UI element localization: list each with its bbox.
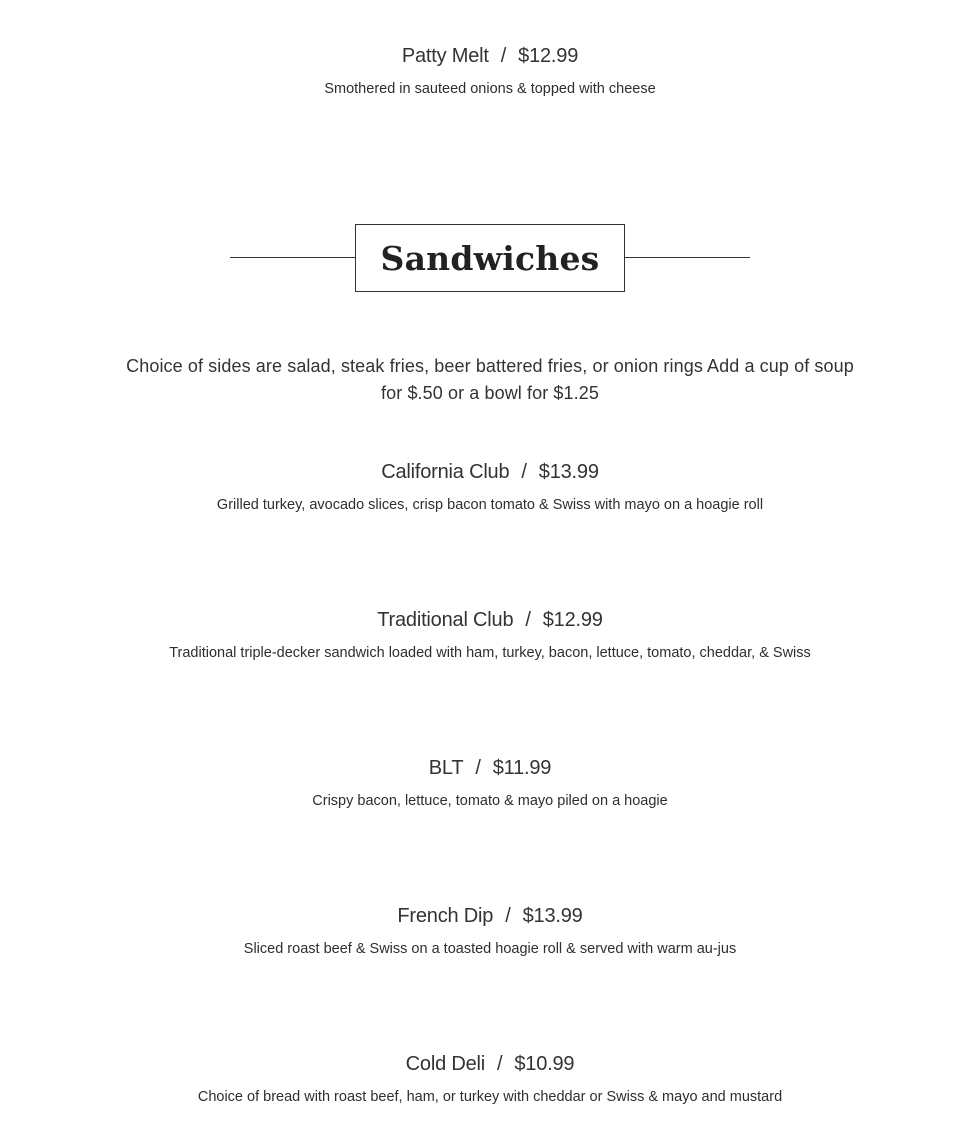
menu-item-description: Crispy bacon, lettuce, tomato & mayo piled on a hoagie (312, 793, 668, 809)
menu-item-name: Traditional Club (377, 609, 514, 631)
menu-item-title (0, 460, 965, 484)
menu-item-price: $12.99 (518, 45, 579, 67)
header-rule-left (230, 257, 356, 258)
header-rule-right (624, 257, 750, 258)
menu-item-separator: / (500, 45, 507, 67)
section-note: Choice of sides are salad, steak fries, beer battered fries, or onion rings Add a cup of soup for $.50 or a bowl for $1.25 (126, 356, 854, 403)
menu-item-title (0, 756, 965, 780)
menu-item-title (0, 608, 965, 632)
menu-item-traditional-club (0, 608, 965, 662)
menu-item-name: Cold Deli (405, 1053, 485, 1075)
menu-item-description: Grilled turkey, avocado slices, crisp bacon tomato & Swiss with mayo on a hoagie roll (216, 497, 764, 513)
menu-item-price: $11.99 (492, 757, 552, 779)
section-header (230, 224, 750, 292)
menu-item-separator: / (497, 1053, 503, 1075)
menu-item-description: Traditional triple-decker sandwich loaded with ham, turkey, bacon, lettuce, tomato, cheddar, & Swiss (169, 645, 811, 661)
menu-item-price: $10.99 (514, 1053, 575, 1075)
menu-item-name: BLT (428, 757, 464, 779)
menu-item-description: Choice of bread with roast beef, ham, or turkey with cheddar or Swiss & mayo and mustard (197, 1089, 783, 1105)
menu-item-title (0, 1052, 965, 1076)
menu-item-name: Patty Melt (401, 45, 489, 67)
menu-item-separator: / (475, 757, 481, 779)
header-box (355, 224, 625, 292)
section-title: Sandwiches (380, 238, 600, 278)
menu-item-cold-deli (0, 1052, 965, 1106)
menu-item-title (0, 44, 965, 68)
menu-item-separator: / (505, 905, 511, 927)
menu-item-description: Sliced roast beef & Swiss on a toasted hoagie roll & served with warm au-jus (243, 941, 737, 957)
menu-item-separator: / (525, 609, 531, 631)
menu-item-blt (0, 756, 965, 810)
menu-item-separator: / (521, 461, 527, 483)
menu-item-patty-melt (0, 44, 965, 98)
menu-item-french-dip (0, 904, 965, 958)
menu-item-price: $13.99 (538, 461, 599, 483)
menu-item-price: $13.99 (522, 905, 583, 927)
menu-item-name: French Dip (397, 905, 494, 927)
menu-item-price: $12.99 (542, 609, 603, 631)
menu-item-title (0, 904, 965, 928)
menu-item-name: California Club (381, 461, 510, 483)
menu-item-california-club (0, 460, 965, 514)
menu-item-description: Smothered in sauteed onions & topped with cheese (324, 81, 656, 97)
